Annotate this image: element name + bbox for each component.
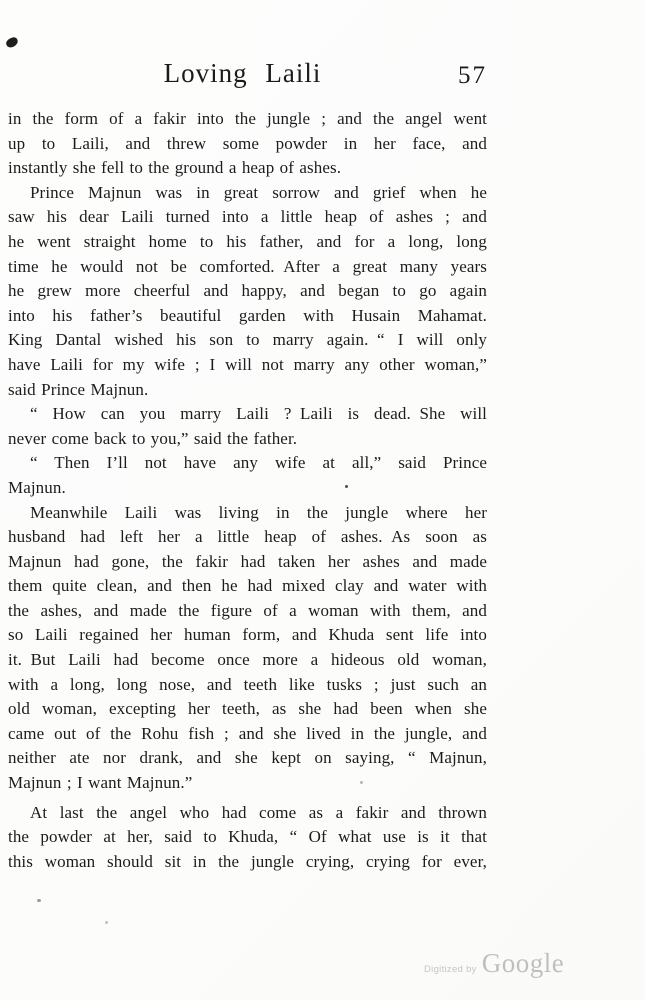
text-line: husband had left her a little heap of ashes. As soon as xyxy=(8,527,487,547)
text-line: Majnun ; I want Majnun.” xyxy=(8,773,193,793)
page-text xyxy=(8,107,487,874)
text-line: King Dantal wished his son to marry again. “ I will only xyxy=(8,330,487,350)
page-header xyxy=(0,58,645,96)
text-line: said Prince Majnun. xyxy=(8,379,149,399)
page-number: 57 xyxy=(458,62,487,89)
scan-speck xyxy=(345,485,348,488)
text-line: the ashes, and made the figure of a woman with them, and xyxy=(8,600,487,620)
text-line: old woman, excepting her teeth, as she had been when she xyxy=(8,699,487,719)
text-line: never come back to you,” said the father. xyxy=(8,428,298,448)
watermark-prefix: Digitized by xyxy=(424,964,477,975)
scan-speck xyxy=(360,781,363,784)
text-line: At last the angel who had come as a fakir and thrown xyxy=(30,802,487,822)
text-line: “ Then I’ll not have any wife at all,” said Prince xyxy=(30,453,487,473)
text-line: “ How can you marry Laili ? Laili is dead. She will xyxy=(30,404,487,424)
paragraph xyxy=(8,801,487,875)
text-line: into his father’s beautiful garden with Husain Mahamat. xyxy=(8,305,487,325)
text-line: time he would not be comforted. After a great many years xyxy=(8,256,487,276)
google-logo: Google xyxy=(481,948,565,978)
running-title: Loving Laili xyxy=(163,58,322,88)
text-line: them quite clean, and then he had mixed clay and water with xyxy=(8,576,487,596)
text-line: it. But Laili had become once more a hideous old woman, xyxy=(8,650,487,670)
text-line: Majnun. xyxy=(8,477,66,497)
text-line: saw his dear Laili turned into a little heap of ashes ; and xyxy=(8,207,487,227)
text-line: he went straight home to his father, and for a long, long xyxy=(8,231,487,251)
text-line: the powder at her, said to Khuda, “ Of what use is it that xyxy=(8,827,487,847)
paragraph xyxy=(8,451,487,500)
text-line: so Laili regained her human form, and Khuda sent life into xyxy=(8,625,487,645)
scan-speck xyxy=(105,921,108,924)
text-line: he grew more cheerful and happy, and began to go again xyxy=(8,281,487,301)
text-line: Majnun had gone, the fakir had taken her ashes and made xyxy=(8,551,487,571)
text-line: this woman should sit in the jungle crying, crying for ever, xyxy=(8,851,487,871)
text-line: Prince Majnun was in great sorrow and grief when he xyxy=(30,182,487,202)
text-line: came out of the Rohu fish ; and she lived in the jungle, and xyxy=(8,723,487,743)
text-line: up to Laili, and threw some powder in her face, and xyxy=(8,133,487,153)
text-line: Meanwhile Laili was living in the jungle where her xyxy=(30,502,487,522)
text-line: with a long, long nose, and teeth like tusks ; just such an xyxy=(8,674,487,694)
paragraph xyxy=(8,181,487,402)
paragraph xyxy=(8,402,487,451)
paragraph xyxy=(8,501,487,796)
text-line: in the form of a fakir into the jungle ; and the angel went xyxy=(8,109,487,128)
scan-speck xyxy=(37,899,41,902)
text-line: neither ate nor drank, and she kept on saying, “ Majnun, xyxy=(8,748,487,768)
paragraph xyxy=(8,107,487,181)
text-line: have Laili for my wife ; I will not marry any other woman,” xyxy=(8,354,487,374)
digitized-by-google-watermark xyxy=(424,948,564,979)
ink-blot-mark xyxy=(5,36,19,49)
text-line: instantly she fell to the ground a heap of ashes. xyxy=(8,158,342,178)
